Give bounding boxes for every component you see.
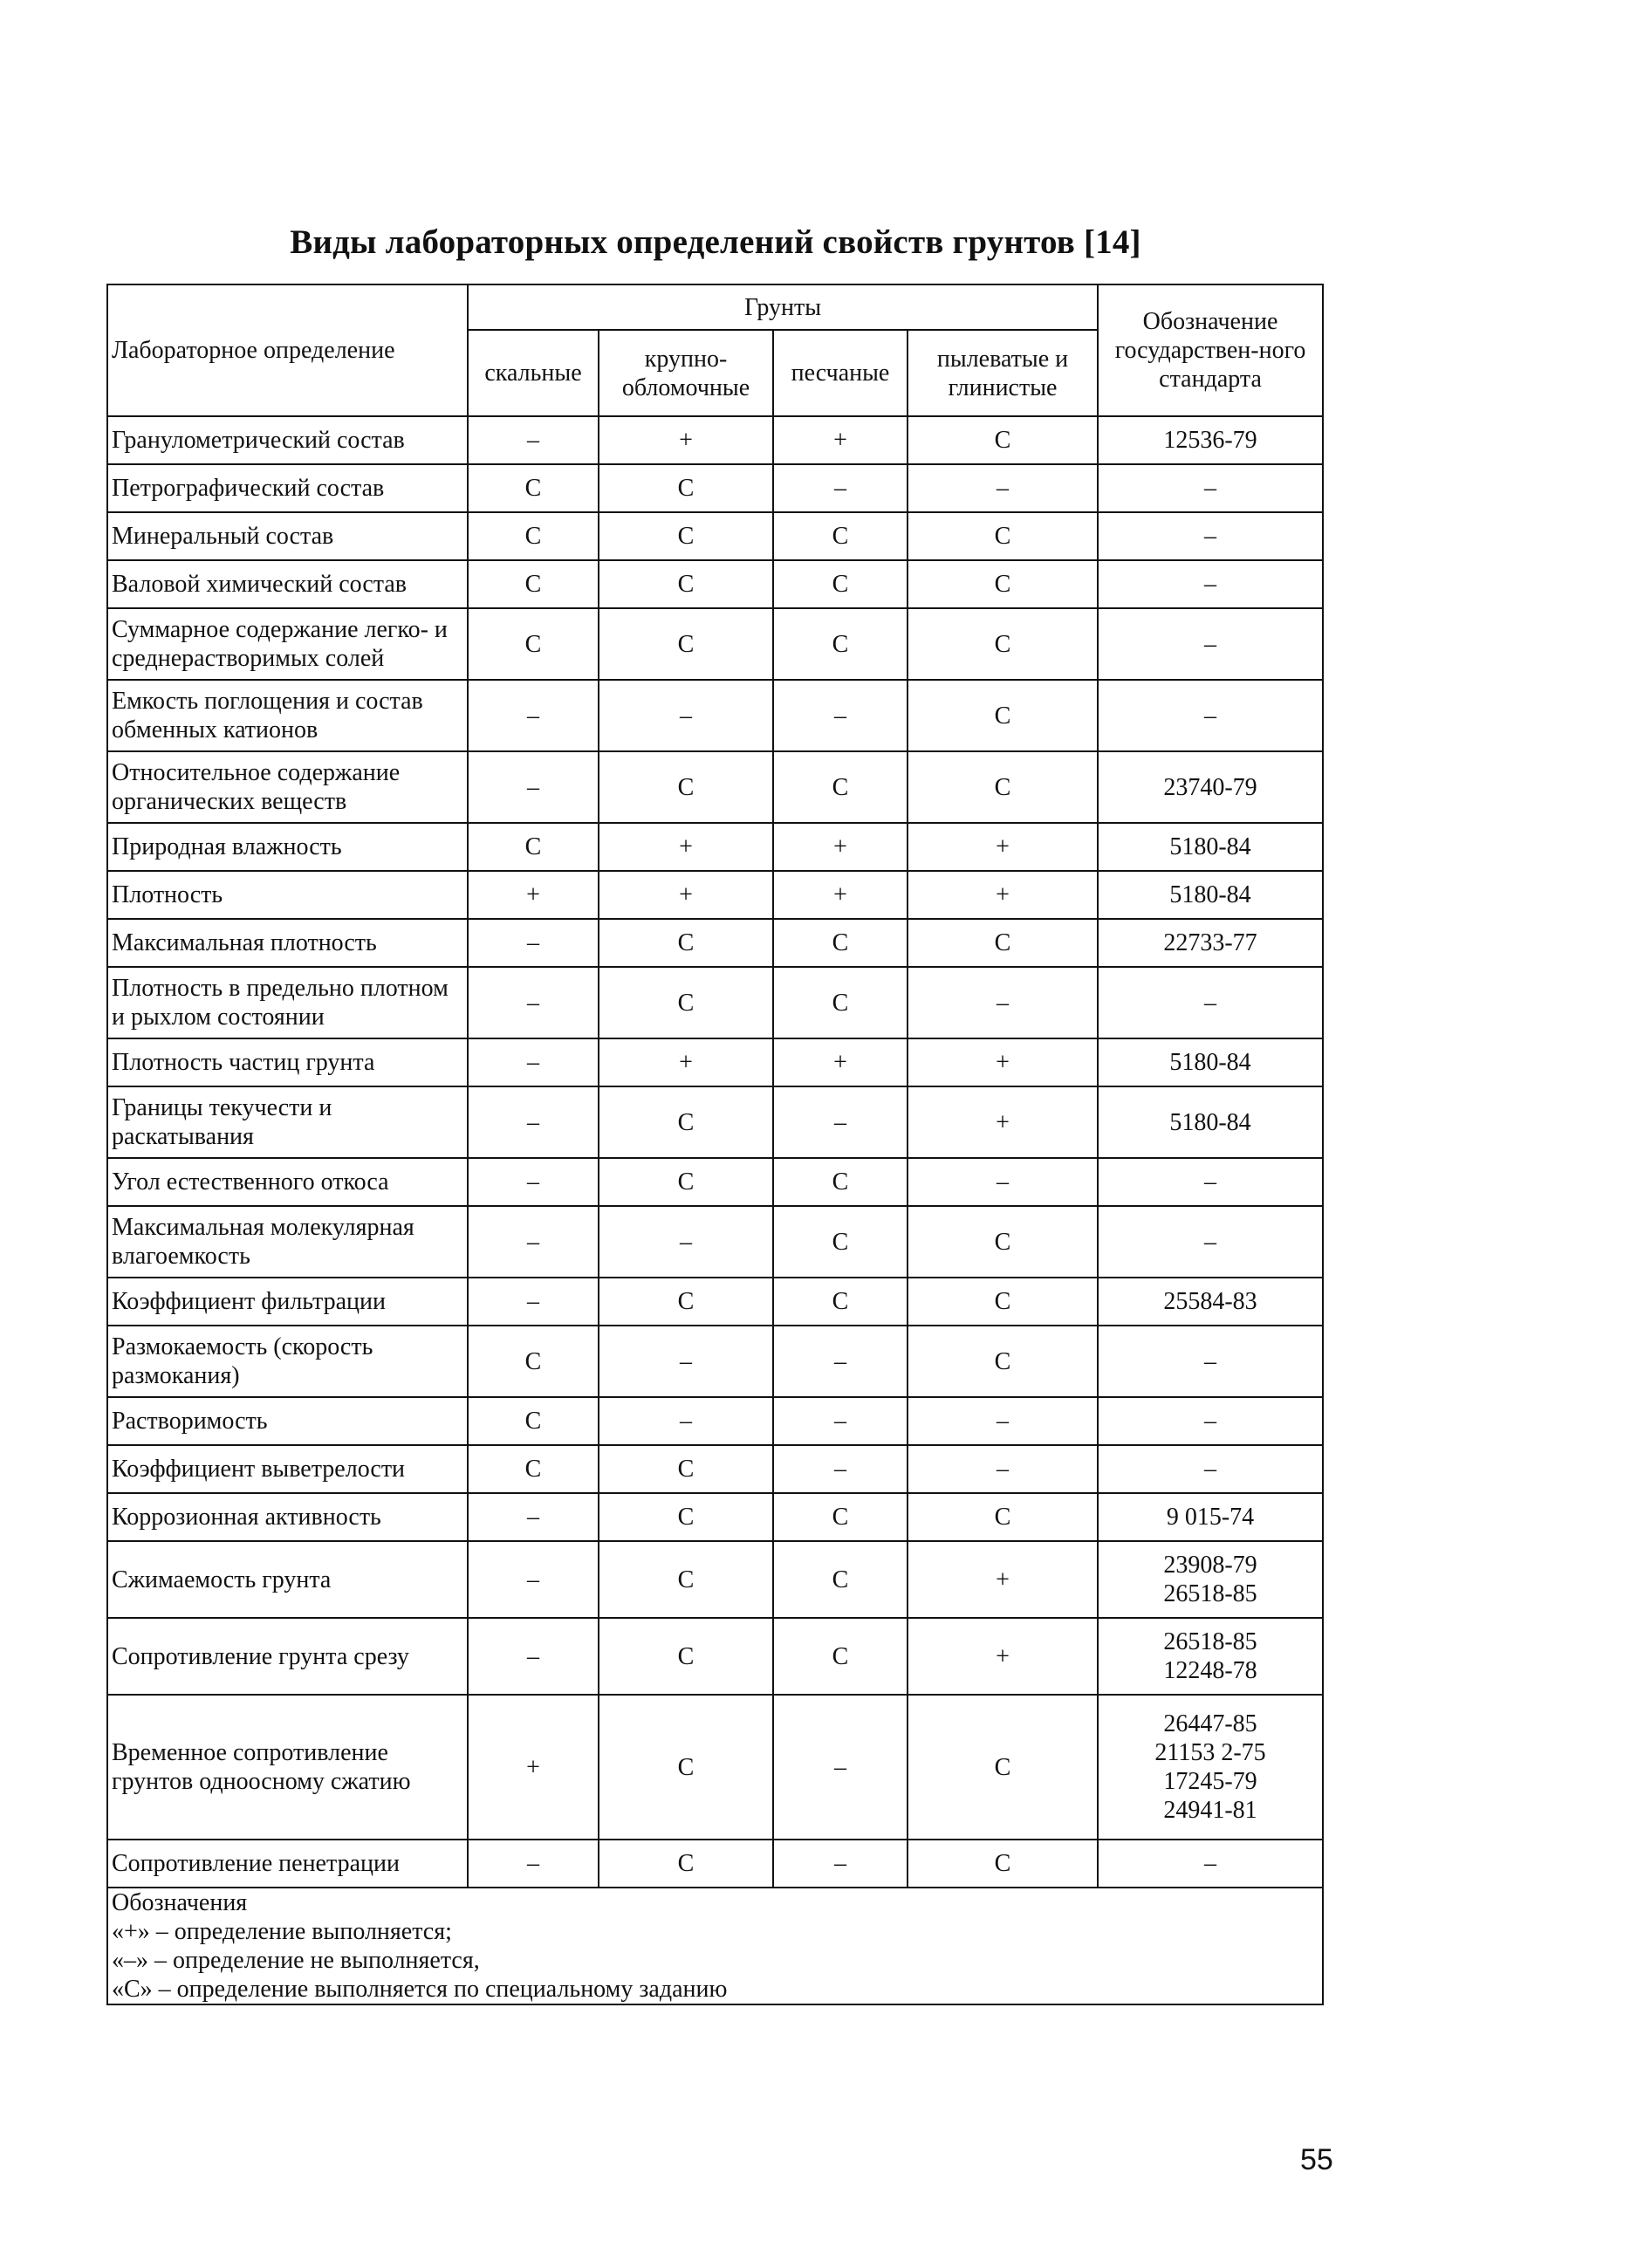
soil-mark-cell: С (773, 560, 908, 608)
determination-name: Коэффициент выветрелости (107, 1445, 468, 1493)
header-row-label: Лабораторное определение (107, 284, 468, 416)
determination-name: Сопротивление грунта срезу (107, 1618, 468, 1695)
soil-mark-cell: – (773, 464, 908, 512)
soil-mark-cell: С (908, 751, 1098, 823)
soil-mark-cell: – (468, 967, 599, 1038)
soil-mark-cell: С (773, 919, 908, 967)
table-row (107, 1445, 1323, 1493)
determination-name: Максимальная молекулярная влагоемкость (107, 1206, 468, 1278)
soil-mark-cell: С (908, 608, 1098, 680)
soil-mark-cell: С (468, 823, 599, 871)
standard-cell: 5180-84 (1098, 1086, 1323, 1158)
standard-cell: 9 015-74 (1098, 1493, 1323, 1541)
soil-mark-cell: + (599, 1038, 773, 1086)
table-row (107, 416, 1323, 464)
soil-mark-cell: – (908, 1445, 1098, 1493)
header-col-silty-clay: пылеватые и глинистые (908, 330, 1098, 416)
standard-cell: 12536-79 (1098, 416, 1323, 464)
soil-mark-cell: + (468, 1695, 599, 1840)
table-row (107, 560, 1323, 608)
soil-mark-cell: – (468, 1541, 599, 1618)
table-row (107, 967, 1323, 1038)
standard-cell: – (1098, 464, 1323, 512)
table-row (107, 1840, 1323, 1888)
soil-mark-cell: – (773, 680, 908, 751)
legend-title: Обозначения (112, 1889, 248, 1916)
soil-mark-cell: С (468, 464, 599, 512)
soil-mark-cell: – (908, 464, 1098, 512)
soil-mark-cell: – (773, 1397, 908, 1445)
determination-name: Сопротивление пенетрации (107, 1840, 468, 1888)
soil-mark-cell: – (468, 919, 599, 967)
soil-mark-cell: + (908, 1038, 1098, 1086)
soil-mark-cell: + (599, 871, 773, 919)
soil-mark-cell: – (599, 1206, 773, 1278)
soil-mark-cell: С (908, 1695, 1098, 1840)
page-title: Виды лабораторных определений свойств грунтов [14] (290, 223, 1141, 261)
soil-mark-cell: С (908, 1493, 1098, 1541)
table-row (107, 512, 1323, 560)
determination-name: Петрографический состав (107, 464, 468, 512)
determination-name: Сжимаемость грунта (107, 1541, 468, 1618)
determination-name: Коэффициент фильтрации (107, 1278, 468, 1326)
header-soils-group: Грунты (468, 284, 1098, 330)
soil-mark-cell: + (908, 823, 1098, 871)
soil-mark-cell: С (908, 1840, 1098, 1888)
soil-mark-cell: С (599, 1541, 773, 1618)
soil-mark-cell: С (599, 751, 773, 823)
table-row (107, 1541, 1323, 1618)
standard-cell: – (1098, 608, 1323, 680)
soil-mark-cell: С (599, 1158, 773, 1206)
table-row (107, 1397, 1323, 1445)
header-col-rocky: скальные (468, 330, 599, 416)
soil-mark-cell: + (908, 1086, 1098, 1158)
standard-cell: 25584-83 (1098, 1278, 1323, 1326)
header-col-sandy: песчаные (773, 330, 908, 416)
soil-mark-cell: С (599, 560, 773, 608)
legend-line: «+» – определение выполняется; (112, 1918, 452, 1945)
soil-mark-cell: – (599, 680, 773, 751)
standard-cell: 26447-85 21153 2-75 17245-79 24941-81 (1098, 1695, 1323, 1840)
standard-cell: – (1098, 1397, 1323, 1445)
soil-mark-cell: С (773, 1278, 908, 1326)
legend-row (107, 1888, 1323, 2004)
standard-cell: – (1098, 560, 1323, 608)
soil-mark-cell: С (773, 1493, 908, 1541)
soil-mark-cell: С (773, 751, 908, 823)
soil-mark-cell: С (773, 967, 908, 1038)
soil-mark-cell: – (599, 1397, 773, 1445)
standard-cell: 5180-84 (1098, 823, 1323, 871)
soil-mark-cell: + (773, 823, 908, 871)
soil-mark-cell: С (773, 608, 908, 680)
standard-cell: – (1098, 1840, 1323, 1888)
soil-mark-cell: + (908, 1541, 1098, 1618)
determination-name: Минеральный состав (107, 512, 468, 560)
soil-mark-cell: + (773, 1038, 908, 1086)
standard-cell: 23740-79 (1098, 751, 1323, 823)
soil-mark-cell: С (773, 1618, 908, 1695)
soil-mark-cell: – (468, 1038, 599, 1086)
standard-cell: – (1098, 680, 1323, 751)
determination-name: Угол естественного откоса (107, 1158, 468, 1206)
determination-name: Емкость поглощения и состав обменных катионов (107, 680, 468, 751)
soil-mark-cell: С (908, 560, 1098, 608)
soil-mark-cell: С (599, 512, 773, 560)
table-row (107, 919, 1323, 967)
soil-mark-cell: + (908, 1618, 1098, 1695)
table-row (107, 871, 1323, 919)
soil-mark-cell: С (468, 608, 599, 680)
table-row (107, 1038, 1323, 1086)
soil-mark-cell: – (773, 1445, 908, 1493)
soil-mark-cell: – (468, 1618, 599, 1695)
table-row (107, 1278, 1323, 1326)
table-row (107, 1618, 1323, 1695)
legend-line: «С» – определение выполняется по специальному заданию (112, 1976, 728, 2003)
soil-mark-cell: С (599, 1086, 773, 1158)
determination-name: Границы текучести и раскатывания (107, 1086, 468, 1158)
table-row (107, 1158, 1323, 1206)
soil-mark-cell: С (599, 967, 773, 1038)
standard-cell: – (1098, 967, 1323, 1038)
table-row (107, 823, 1323, 871)
soil-mark-cell: – (468, 1840, 599, 1888)
soil-mark-cell: С (599, 919, 773, 967)
soil-mark-cell: С (599, 1618, 773, 1695)
soil-mark-cell: – (773, 1326, 908, 1397)
determination-name: Временное сопротивление грунтов одноосному сжатию (107, 1695, 468, 1840)
determination-name: Гранулометрический состав (107, 416, 468, 464)
soil-mark-cell: С (773, 512, 908, 560)
soil-mark-cell: С (599, 464, 773, 512)
soil-mark-cell: С (468, 1445, 599, 1493)
soil-mark-cell: С (908, 512, 1098, 560)
determination-name: Валовой химический состав (107, 560, 468, 608)
soil-mark-cell: С (773, 1158, 908, 1206)
table-row (107, 608, 1323, 680)
standard-cell: – (1098, 1206, 1323, 1278)
standard-cell: – (1098, 1158, 1323, 1206)
table-row (107, 1695, 1323, 1840)
soil-mark-cell: – (908, 1158, 1098, 1206)
determination-name: Растворимость (107, 1397, 468, 1445)
soil-mark-cell: – (468, 1493, 599, 1541)
determination-name: Коррозионная активность (107, 1493, 468, 1541)
standard-cell: 22733-77 (1098, 919, 1323, 967)
soil-mark-cell: – (468, 680, 599, 751)
header-standard: Обозначение государствен-ного стандарта (1098, 284, 1323, 416)
lab-determinations-table (106, 284, 1324, 2005)
soil-mark-cell: С (908, 1206, 1098, 1278)
determination-name: Относительное содержание органических веществ (107, 751, 468, 823)
table-row (107, 1086, 1323, 1158)
soil-mark-cell: – (908, 967, 1098, 1038)
legend (107, 1888, 1323, 2004)
standard-cell: 5180-84 (1098, 871, 1323, 919)
determination-name: Природная влажность (107, 823, 468, 871)
soil-mark-cell: + (908, 871, 1098, 919)
soil-mark-cell: С (599, 1445, 773, 1493)
soil-mark-cell: С (908, 919, 1098, 967)
soil-mark-cell: + (468, 871, 599, 919)
soil-mark-cell: С (599, 1278, 773, 1326)
standard-cell: 23908-79 26518-85 (1098, 1541, 1323, 1618)
soil-mark-cell: С (908, 1326, 1098, 1397)
soil-mark-cell: С (908, 1278, 1098, 1326)
soil-mark-cell: С (599, 608, 773, 680)
soil-mark-cell: С (468, 560, 599, 608)
legend-line: «–» – определение не выполняется, (112, 1947, 480, 1974)
header-col-coarse: крупно-обломочные (599, 330, 773, 416)
soil-mark-cell: + (773, 416, 908, 464)
soil-mark-cell: – (468, 1278, 599, 1326)
soil-mark-cell: С (599, 1695, 773, 1840)
soil-mark-cell: – (773, 1086, 908, 1158)
soil-mark-cell: С (468, 512, 599, 560)
determination-name: Суммарное содержание легко- и среднерастворимых солей (107, 608, 468, 680)
soil-mark-cell: – (599, 1326, 773, 1397)
determination-name: Плотность в предельно плотном и рыхлом состоянии (107, 967, 468, 1038)
soil-mark-cell: – (773, 1840, 908, 1888)
soil-mark-cell: – (468, 751, 599, 823)
page-number: 55 (1300, 2143, 1333, 2176)
soil-mark-cell: – (468, 416, 599, 464)
soil-mark-cell: + (599, 416, 773, 464)
soil-mark-cell: С (908, 680, 1098, 751)
soil-mark-cell: С (468, 1326, 599, 1397)
soil-mark-cell: С (773, 1541, 908, 1618)
soil-mark-cell: – (773, 1695, 908, 1840)
standard-cell: – (1098, 1326, 1323, 1397)
soil-mark-cell: С (908, 416, 1098, 464)
soil-mark-cell: – (908, 1397, 1098, 1445)
determination-name: Размокаемость (скорость размокания) (107, 1326, 468, 1397)
soil-mark-cell: – (468, 1158, 599, 1206)
standard-cell: – (1098, 1445, 1323, 1493)
standard-cell: – (1098, 512, 1323, 560)
soil-mark-cell: – (468, 1206, 599, 1278)
determination-name: Максимальная плотность (107, 919, 468, 967)
determination-name: Плотность частиц грунта (107, 1038, 468, 1086)
soil-mark-cell: С (599, 1493, 773, 1541)
soil-mark-cell: С (468, 1397, 599, 1445)
standard-cell: 5180-84 (1098, 1038, 1323, 1086)
table-row (107, 680, 1323, 751)
table-row (107, 1493, 1323, 1541)
soil-mark-cell: + (773, 871, 908, 919)
table-row (107, 751, 1323, 823)
determination-name: Плотность (107, 871, 468, 919)
soil-mark-cell: С (599, 1840, 773, 1888)
standard-cell: 26518-85 12248-78 (1098, 1618, 1323, 1695)
table-row (107, 464, 1323, 512)
soil-mark-cell: – (468, 1086, 599, 1158)
soil-mark-cell: С (773, 1206, 908, 1278)
soil-mark-cell: + (599, 823, 773, 871)
table-row (107, 1326, 1323, 1397)
table-row (107, 1206, 1323, 1278)
